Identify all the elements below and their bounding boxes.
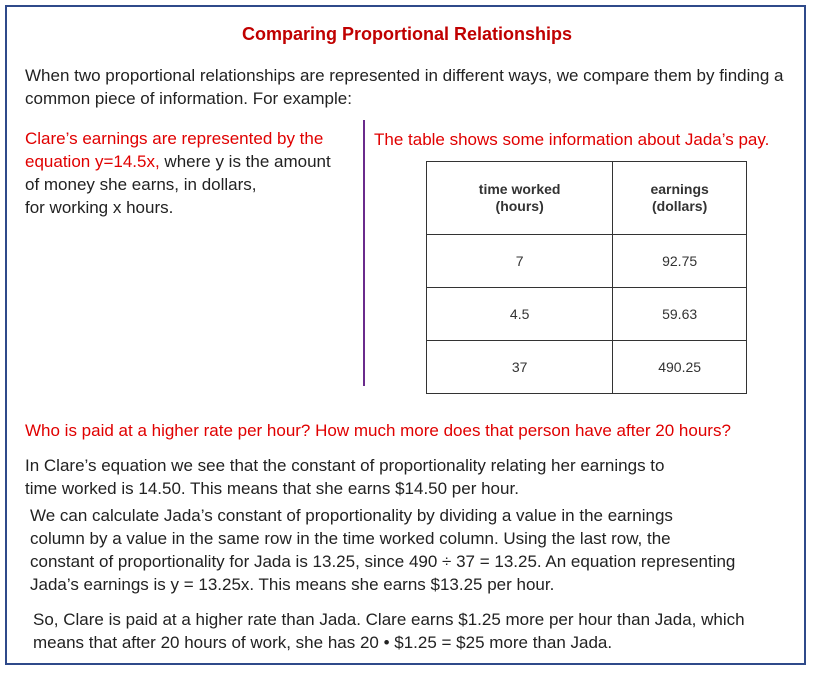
table-cell-earnings: 59.63 [613,288,747,341]
page-title: Comparing Proportional Relationships [241,24,573,44]
table-row [427,235,747,288]
clare-description [25,127,360,219]
header-time-worked-line2: (hours) [495,198,544,214]
header-earnings-line1: earnings [650,181,709,197]
table-cell-hours: 4.5 [427,288,613,341]
clare-line-3: of money she earns, in dollars, [25,175,257,194]
jada-rate-line-1: We can calculate Jada’s constant of proportionality by dividing a value in the earnings [30,506,673,525]
header-earnings-line2: (dollars) [652,198,708,214]
header-time-worked [427,162,613,235]
conclusion-line-2: means that after 20 hours of work, she has 20 • $1.25 = $25 more than Jada. [33,633,613,652]
table-cell-hours: 37 [427,341,613,394]
clare-line-2-rest: where y is the amount [159,152,331,171]
intro-paragraph: When two proportional relationships are represented in different ways, we compare them by finding a common piece of information. For example: [25,66,784,108]
jada-rate-line-4: Jada’s earnings is y = 13.25x. This means she earns $13.25 per hour. [30,575,555,594]
jada-heading: The table shows some information about Jada’s pay. [374,130,770,149]
header-earnings [613,162,747,235]
clare-line-4: for working x hours. [25,198,174,217]
clare-line-2 [25,150,360,173]
clare-equation: equation y=14.5x, [25,152,160,171]
conclusion-line-1: So, Clare is paid at a higher rate than Jada. Clare earns $1.25 more per hour than Jada, which [33,610,745,629]
jada-pay-table [426,161,747,394]
table-cell-earnings: 92.75 [613,235,747,288]
jada-rate-line-2: column by a value in the same row in the time worked column. Using the last row, the [30,529,671,548]
table-row [427,288,747,341]
table-header-row [427,162,747,235]
conclusion-paragraph [33,608,745,654]
table-row [427,341,747,394]
header-time-worked-line1: time worked [478,181,561,197]
clare-line-1: Clare’s earnings are represented by the [25,129,324,148]
jada-rate-paragraph [30,504,735,596]
question: Who is paid at a higher rate per hour? How much more does that person have after 20 hours? [25,421,731,440]
clare-rate-paragraph [25,454,664,500]
column-divider [363,120,365,386]
table-cell-earnings: 490.25 [613,341,747,394]
table-cell-hours: 7 [427,235,613,288]
jada-rate-line-3: constant of proportionality for Jada is 13.25, since 490 ÷ 37 = 13.25. An equation representing [30,552,736,571]
clare-rate-line-1: In Clare’s equation we see that the constant of proportionality relating her earnings to [25,456,665,475]
clare-rate-line-2: time worked is 14.50. This means that she earns $14.50 per hour. [25,479,519,498]
